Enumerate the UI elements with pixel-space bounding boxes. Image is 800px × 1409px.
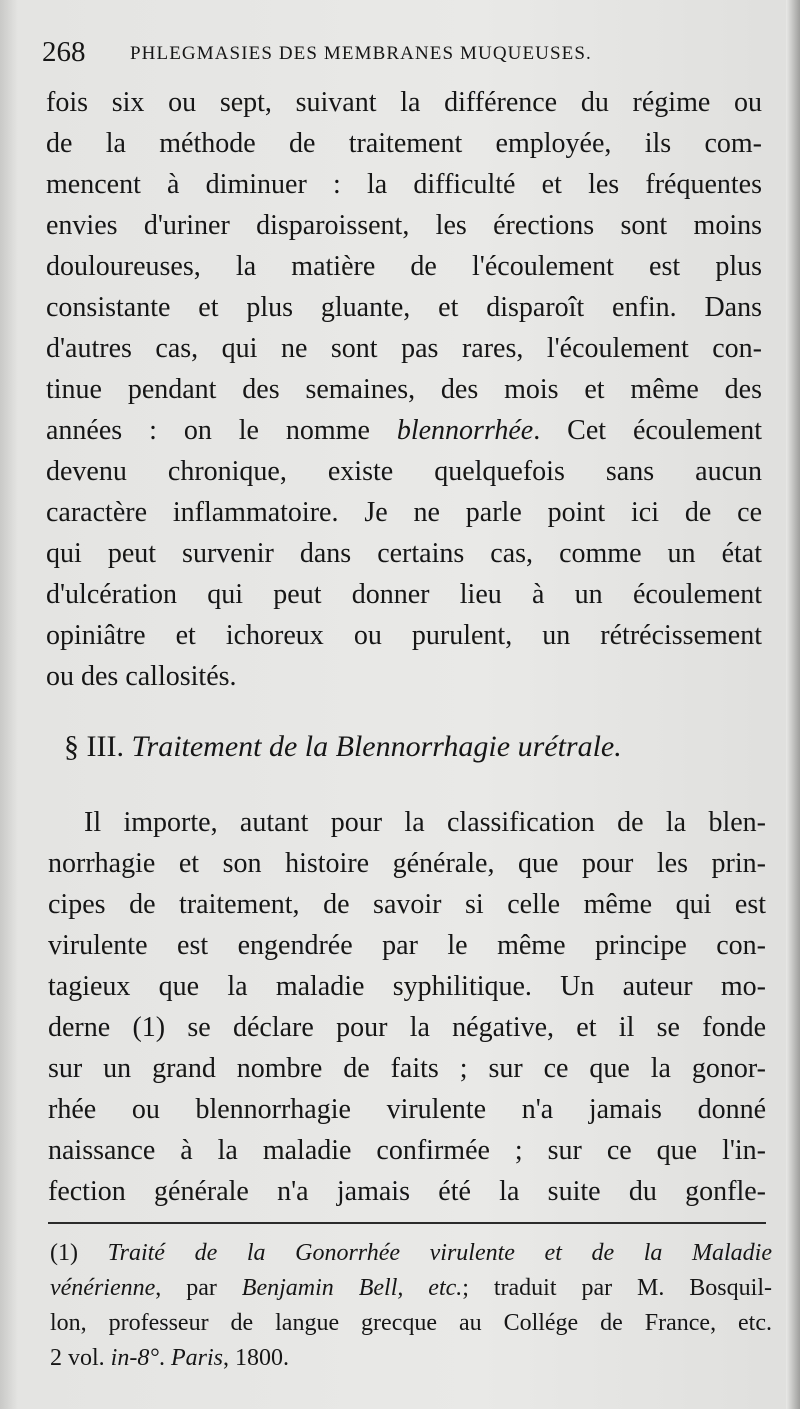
- text-line: fois six ou sept, suivant la différence du régime ou: [46, 87, 762, 118]
- italic-term: blennorrhée: [396, 415, 534, 446]
- footnote-line: [50, 1341, 772, 1376]
- text-line: ou des callosités.: [46, 661, 237, 692]
- text-line: norrhagie et son histoire générale, que pour les prin-: [48, 848, 766, 879]
- section-title: Traitement de la Blennorrhagie urétrale.: [131, 730, 622, 763]
- section-number: § III.: [64, 730, 124, 763]
- footnote-text: , 1800.: [222, 1345, 289, 1371]
- text-line: naissance à la maladie confirmée ; sur ce que l'in-: [48, 1135, 766, 1166]
- paragraph-2: [48, 802, 766, 1212]
- text-line: mencent à diminuer : la difficulté et les fréquentes: [46, 169, 762, 200]
- footnote-line: lon, professeur de langue grecque au Collége de France, etc.: [50, 1310, 772, 1336]
- footnote: [50, 1236, 772, 1376]
- footnote-text: ; traduit par M. Bosquil-: [462, 1275, 772, 1301]
- footnote-line: [50, 1236, 772, 1271]
- text-line: sur un grand nombre de faits ; sur ce que la gonor-: [48, 1053, 766, 1084]
- footnote-text: , par: [155, 1275, 242, 1301]
- footnote-text: .: [158, 1345, 171, 1371]
- text-line: derne (1) se déclare pour la négative, et il se fonde: [48, 1012, 766, 1043]
- text-line: devenu chronique, existe quelquefois sans aucun: [46, 456, 762, 487]
- page-edge-shadow: [786, 0, 800, 1409]
- footnote-line: [50, 1271, 772, 1306]
- text-line: douloureuses, la matière de l'écoulement est plus: [46, 251, 762, 282]
- text-line: cipes de traitement, de savoir si celle même qui est: [48, 889, 766, 920]
- text-line-with-italic: [46, 410, 762, 451]
- footnote-title-end: vénérienne: [50, 1275, 156, 1301]
- paragraph-1: [46, 82, 762, 697]
- running-head: PHLEGMASIES DES MEMBRANES MUQUEUSES.: [130, 43, 592, 64]
- text-line: virulente est engendrée par le même principe con-: [48, 930, 766, 961]
- footnote-text: 2 vol.: [50, 1345, 111, 1371]
- text-line: de la méthode de traitement employée, ils com-: [46, 128, 762, 159]
- footnote-format: in-8°: [110, 1345, 159, 1371]
- text-line: tagieux que la maladie syphilitique. Un auteur mo-: [48, 971, 766, 1002]
- text-line: qui peut survenir dans certains cas, comme un état: [46, 538, 762, 569]
- page-header: [42, 36, 762, 76]
- text-line: envies d'uriner disparoissent, les érections sont moins: [46, 210, 762, 241]
- page-number: 268: [42, 36, 86, 68]
- text-line: Il importe, autant pour la classification de la blen-: [84, 807, 766, 838]
- text-line: caractère inflammatoire. Je ne parle point ici de ce: [46, 497, 762, 528]
- section-heading: [64, 727, 754, 767]
- footnote-place: Paris: [170, 1345, 223, 1371]
- footnote-author: Benjamin Bell, etc.: [241, 1275, 463, 1301]
- text-line: d'autres cas, qui ne sont pas rares, l'écoulement con-: [46, 333, 762, 364]
- text-line: tinue pendant des semaines, des mois et même des: [46, 374, 762, 405]
- text-line: consistante et plus gluante, et disparoît enfin. Dans: [46, 292, 762, 323]
- text-line: fection générale n'a jamais été la suite du gonfle-: [48, 1176, 766, 1207]
- footnote-rule: [48, 1222, 766, 1224]
- footnote-title: Traité de la Gonorrhée virulente et de la Maladie: [107, 1240, 773, 1266]
- text-line: opiniâtre et ichoreux ou purulent, un rétrécissement: [46, 620, 762, 651]
- text-segment: années : on le nomme: [46, 415, 397, 446]
- footnote-number: (1): [50, 1240, 78, 1266]
- text-line: rhée ou blennorrhagie virulente n'a jamais donné: [48, 1094, 766, 1125]
- text-line: d'ulcération qui peut donner lieu à un écoulement: [46, 579, 762, 610]
- text-segment: . Cet écoulement: [533, 415, 763, 446]
